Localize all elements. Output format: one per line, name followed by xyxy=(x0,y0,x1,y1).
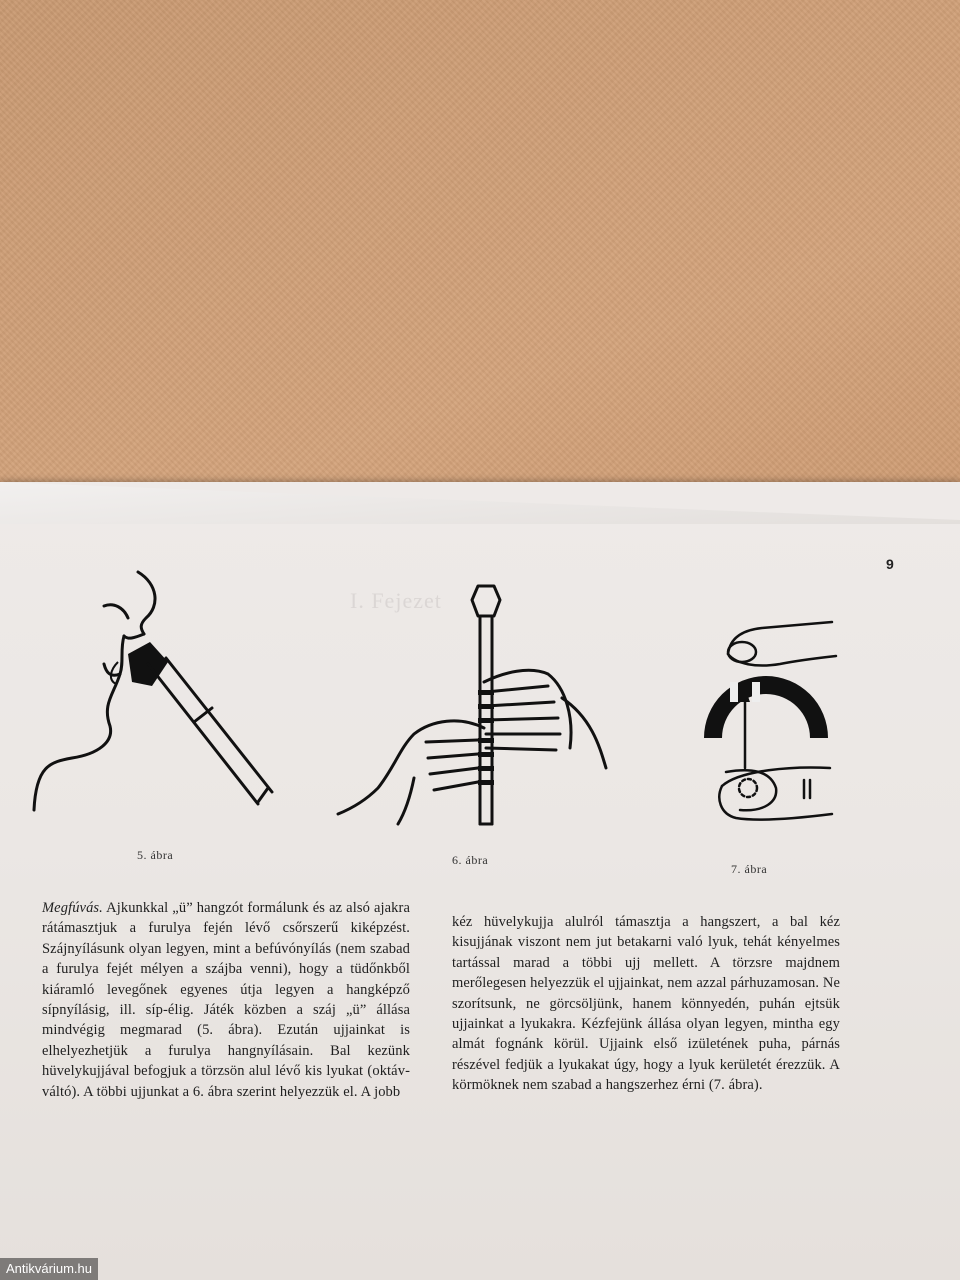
background-wall xyxy=(0,0,960,520)
page-number: 9 xyxy=(886,556,894,572)
figure-6-illustration xyxy=(334,578,614,828)
left-text-column xyxy=(42,898,410,1102)
figure-7-caption: 7. ábra xyxy=(731,862,768,876)
section-lead-word: Megfúvás. xyxy=(42,900,103,916)
watermark-logo: Antikvárium.hu xyxy=(0,1258,98,1280)
bleed-through-heading: I. Fejezet xyxy=(350,588,442,613)
left-paragraph-text: Ajkunkkal „ü” hangzót formálunk és az alsó ajakra rátámasztjuk a furulya fején lévő csőrszerű kiképzést. Szájnyílásunk olyan legyen, mint a befúvónyílás (nem szabad a furulya fejét mélyen a szájba venni), hogy a tüdőnkből kiáramló levegőnek egyenes útja legyen a hangképző sípnyílásig, ill. síp-élig. Játék közben a száj „ü” állása mindvégig megmarad (5. ábra). Ezután ujjainkat is elhelyezhetjük a furulya hangnyílásain. Bal kezünk hüvelykujjával befogjuk a törzsön alul lévő kis lyukat (oktáv-váltó). A többi ujjunkat a 6. ábra szerint helyezzük el. A jobb xyxy=(42,900,410,1100)
figure-5-caption: 5. ábra xyxy=(137,848,174,862)
right-text-column xyxy=(452,912,840,1096)
figure-7-illustration xyxy=(700,618,840,828)
right-paragraph: kéz hüvelykujja alulról támasztja a hangszert, a bal kéz kisujjának viszont nem jut betakarni való lyuk, tehát kényelmes tartással marad a többi ujj mellett. A törzsre majdnem merőlegesen helyezzük el ujjainkat, nem azzal párhuzamosan. Ne szorítsunk, ne görcsöljünk, hanem könnyedén, puhán ejtsük ujjainkat a lyukakra. Kézfejünk állása olyan legyen, mintha egy almát fognánk körül. Ujjaink első izületének puha, párnás részével fedjük a lyukakat úgy, hogy a lyuk kerületét érezzük. A körmöknek nem szabad a hangszerhez érni (7. ábra). xyxy=(452,914,840,1094)
figure-6-caption: 6. ábra xyxy=(452,853,489,867)
left-paragraph xyxy=(42,898,410,1102)
figure-5-illustration xyxy=(28,566,278,826)
